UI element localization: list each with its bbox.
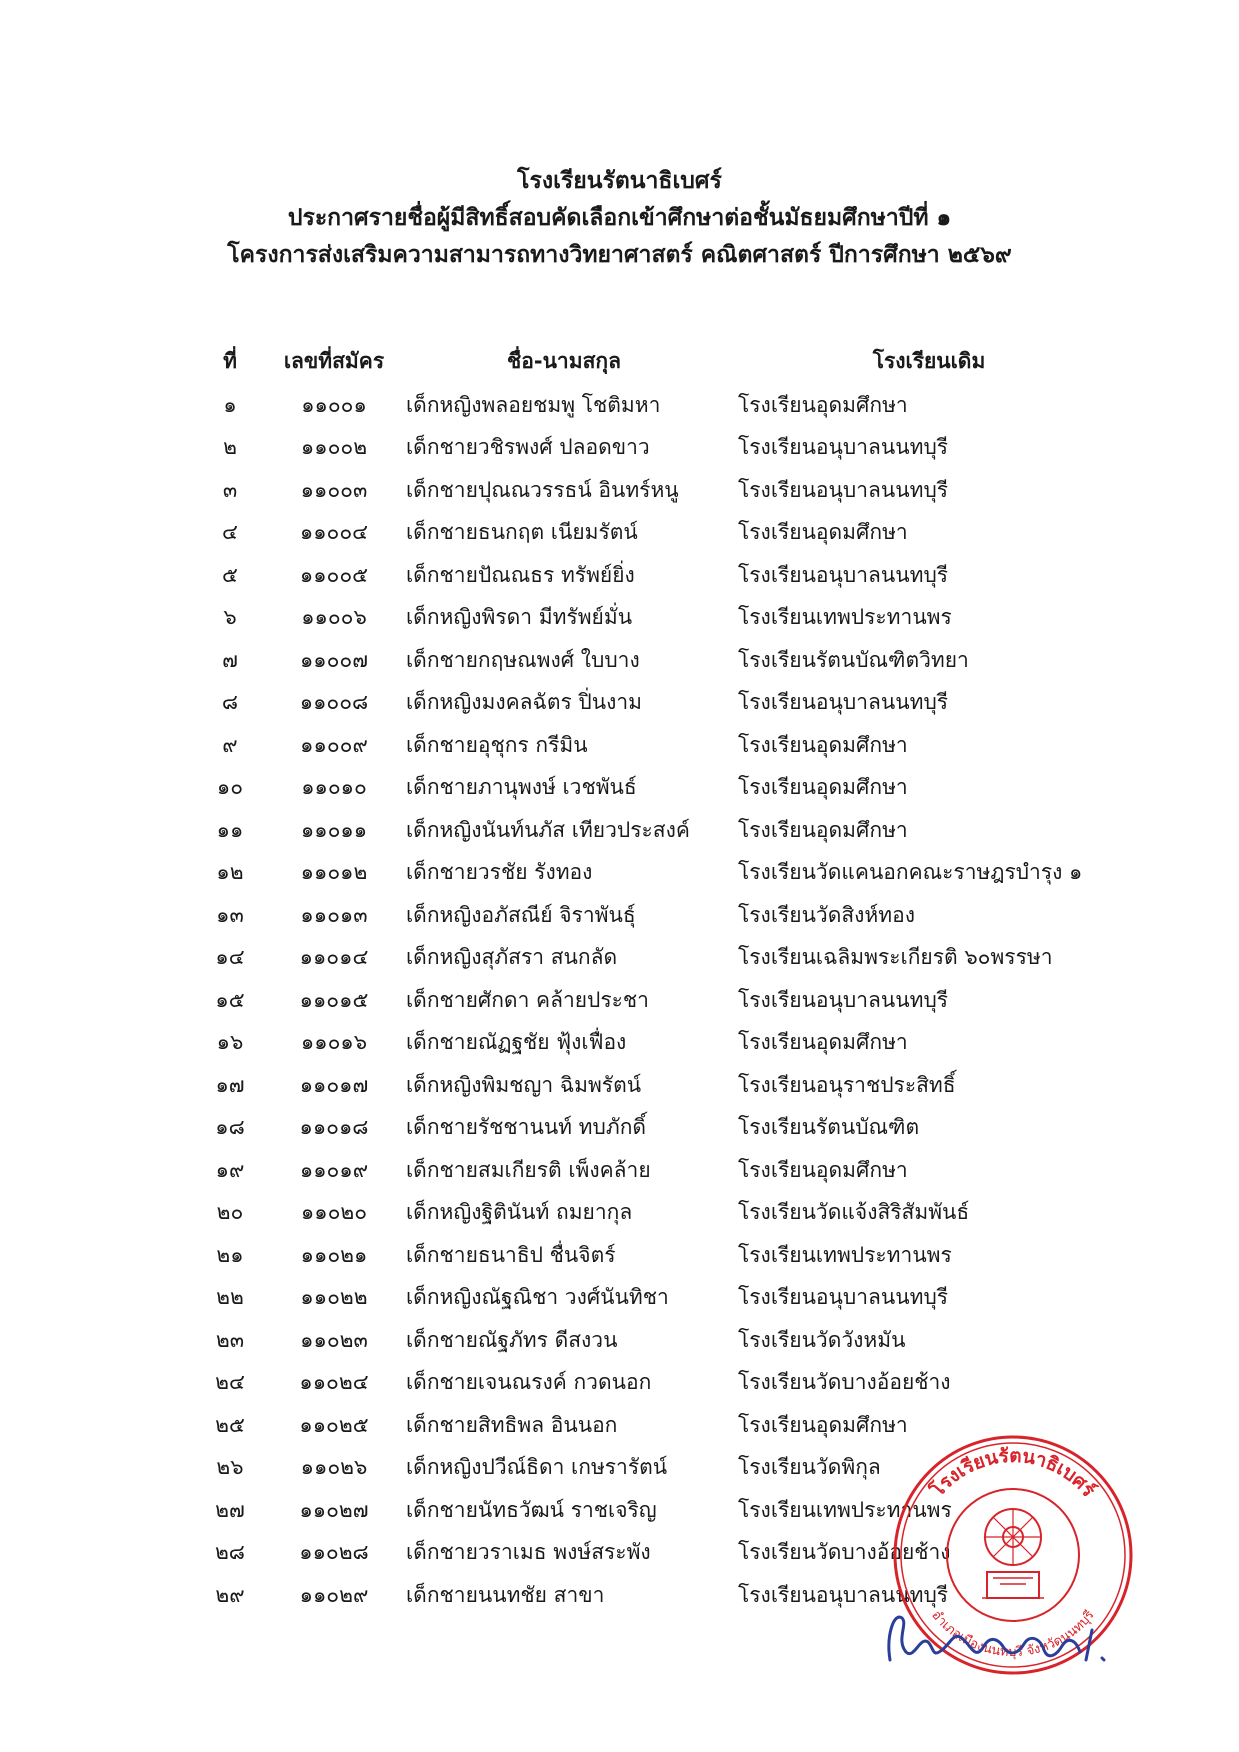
table-row [190,554,1128,597]
cell-name: เด็กชายภานุพงษ์ เวชพันธ์ [406,775,637,800]
cell-application-no: ๑๑๐๐๘ [299,690,369,715]
table-row [190,639,1128,682]
cell-name: เด็กชายวรชัย รังทอง [406,860,593,885]
cell-application-no: ๑๑๐๒๘ [299,1540,369,1565]
cell-application-no: ๑๑๐๑๒ [300,860,368,885]
cell-application-no: ๑๑๐๑๓ [300,902,368,927]
cell-no: ๓ [222,477,238,502]
table-row [190,724,1128,767]
cell-name: เด็กหญิงมงคลฉัตร ปิ่นงาม [406,690,643,715]
cell-school: โรงเรียนวัดวังหมัน [738,1327,906,1352]
candidate-table [190,338,1128,1617]
cell-school: โรงเรียนอนุบาลนนทบุรี [738,435,949,460]
cell-school: โรงเรียนอุดมศึกษา [738,1030,908,1055]
cell-application-no: ๑๑๐๐๑ [301,392,367,417]
cell-no: ๒๖ [216,1455,244,1480]
program-title: โครงการส่งเสริมความสามารถทางวิทยาศาสตร์ คณิตศาสตร์ ปีการศึกษา ๒๕๖๙ [227,242,1012,268]
cell-name: เด็กชายเจนณรงค์ กวดนอก [406,1370,652,1395]
cell-application-no: ๑๑๐๑๘ [299,1115,369,1140]
cell-no: ๒๒ [216,1285,244,1310]
cell-name: เด็กชายปุณณวรรธน์ อินทร์หนู [406,477,679,502]
cell-name: เด็กชายรัชชานนท์ ทบภักดิ์ [406,1115,647,1140]
cell-application-no: ๑๑๐๑๑ [300,817,368,842]
cell-name: เด็กหญิงฐิตินันท์ ถมยากุล [406,1200,633,1225]
cell-name: เด็กชายณัฏฐชัย ฟุ้งเฟื่อง [406,1030,627,1055]
cell-no: ๑๒ [216,860,244,885]
cell-no: ๖ [223,605,237,630]
cell-no: ๒๘ [214,1540,246,1565]
cell-no: ๔ [222,520,238,545]
cell-application-no: ๑๑๐๒๙ [299,1582,369,1607]
cell-school: โรงเรียนอนุบาลนนทบุรี [738,477,949,502]
cell-school: โรงเรียนอนุบาลนนทบุรี [738,1285,949,1310]
cell-no: ๙ [222,732,238,757]
cell-name: เด็กหญิงพิรดา มีทรัพย์มั่น [406,605,633,630]
cell-no: ๑๓ [216,902,244,927]
table-row [190,1064,1128,1107]
cell-application-no: ๑๑๐๑๖ [300,1030,368,1055]
table-row [190,384,1128,427]
table-row [190,1107,1128,1150]
cell-school: โรงเรียนวัดแจ้งสิริสัมพันธ์ [738,1200,970,1225]
cell-school: โรงเรียนอุดมศึกษา [738,1412,908,1437]
cell-school: โรงเรียนรัตนบัณฑิตวิทยา [738,647,969,672]
header-application-no: เลขที่สมัคร [283,348,385,373]
cell-no: ๑๖ [216,1030,244,1055]
cell-name: เด็กชายสมเกียรติ เพ็งคล้าย [406,1157,651,1182]
cell-school: โรงเรียนรัตนบัณฑิต [738,1115,920,1140]
cell-no: ๑๘ [215,1115,245,1140]
signature [880,1590,1120,1670]
cell-name: เด็กชายศักดา คล้ายประชา [406,987,649,1012]
cell-application-no: ๑๑๐๐๒ [300,435,368,460]
cell-school: โรงเรียนเฉลิมพระเกียรติ ๖๐พรรษา [738,945,1053,970]
table-row [190,1022,1128,1065]
cell-application-no: ๑๑๐๑๗ [299,1072,369,1097]
table-row [190,1319,1128,1362]
cell-name: เด็กชายนัทธวัฒน์ ราชเจริญ [406,1497,657,1522]
cell-school: โรงเรียนเทพประทานพร [738,1242,952,1267]
seal-text-bottom: อำเภอเมืองนนทบุรี จังหวัดนนทบุรี [928,1607,1098,1661]
cell-application-no: ๑๑๐๑๙ [299,1157,369,1182]
cell-no: ๗ [222,647,238,672]
table-row [190,469,1128,512]
table-row [190,682,1128,725]
cell-name: เด็กชายธนกฤต เนียมรัตน์ [406,520,638,545]
header-no: ที่ [223,348,237,373]
cell-school: โรงเรียนอนุบาลนนทบุรี [738,1582,949,1607]
table-row [190,809,1128,852]
table-row [190,979,1128,1022]
cell-application-no: ๑๑๐๒๒ [300,1285,368,1310]
cell-school: โรงเรียนอุดมศึกษา [738,520,908,545]
cell-school: โรงเรียนวัดพิกุล [738,1455,881,1480]
cell-no: ๒๕ [215,1412,245,1437]
cell-name: เด็กชายวชิรพงศ์ ปลอดขาว [406,435,650,460]
table-row [190,1192,1128,1235]
cell-school: โรงเรียนเทพประทานพร [738,605,952,630]
cell-name: เด็กชายณัฐภัทร ดีสงวน [406,1327,618,1352]
cell-no: ๒๑ [216,1242,244,1267]
cell-school: โรงเรียนเทพประทานพร [738,1497,952,1522]
cell-no: ๒ [223,435,237,460]
cell-name: เด็กชายวราเมธ พงษ์สระพัง [406,1540,651,1565]
cell-no: ๕ [222,562,238,587]
cell-application-no: ๑๑๐๑๕ [299,987,369,1012]
table-row [190,852,1128,895]
cell-application-no: ๑๑๐๒๗ [299,1497,369,1522]
cell-name: เด็กชายกฤษณพงศ์ ใบบาง [406,647,640,672]
table-row [190,767,1128,810]
cell-name: เด็กชายสิทธิพล อินนอก [406,1412,618,1437]
table-row [190,597,1128,640]
cell-name: เด็กชายธนาธิป ชื่นจิตร์ [406,1242,616,1267]
seal-text-top: โรงเรียนรัตนาธิเบศร์ [926,1444,1100,1502]
table-row [190,894,1128,937]
table-row [190,1277,1128,1320]
table-row [190,1362,1128,1405]
cell-name: เด็กหญิงนันท์นภัส เทียวประสงค์ [406,817,690,842]
cell-application-no: ๑๑๐๒๕ [299,1412,369,1437]
cell-no: ๑๔ [215,945,245,970]
cell-no: ๑ [223,392,237,417]
table-row [190,1234,1128,1277]
cell-school: โรงเรียนอุดมศึกษา [738,1157,908,1182]
cell-name: เด็กหญิงณัฐณิชา วงศ์นันทิชา [406,1285,669,1310]
table-row [190,427,1128,470]
cell-name: เด็กหญิงสุภัสรา สนกลัด [406,945,618,970]
header-name: ชื่อ-นามสกุล [507,348,621,373]
cell-school: โรงเรียนอนุบาลนนทบุรี [738,987,949,1012]
cell-application-no: ๑๑๐๒๑ [300,1242,368,1267]
header-school: โรงเรียนเดิม [872,348,986,373]
cell-no: ๑๐ [216,775,244,800]
cell-name: เด็กชายอุชุกร กรีมิน [406,732,588,757]
cell-no: ๑๕ [215,987,245,1012]
cell-no: ๑๗ [215,1072,245,1097]
cell-application-no: ๑๑๐๐๕ [299,562,369,587]
table-row [190,937,1128,980]
cell-no: ๑๑ [216,817,244,842]
cell-school: โรงเรียนวัดสิงห์ทอง [738,902,915,927]
cell-name: เด็กชายนนทชัย สาขา [406,1582,605,1607]
cell-school: โรงเรียนอุดมศึกษา [738,732,908,757]
cell-application-no: ๑๑๐๐๔ [299,520,369,545]
cell-school: โรงเรียนวัดบางอ้อยช้าง [738,1540,951,1565]
cell-name: เด็กหญิงพิมชญา ฉิมพรัตน์ [406,1072,642,1097]
cell-no: ๑๙ [215,1157,245,1182]
cell-school: โรงเรียนอุดมศึกษา [738,817,908,842]
cell-no: ๒๓ [215,1327,245,1352]
cell-school: โรงเรียนอนุบาลนนทบุรี [738,690,949,715]
cell-application-no: ๑๑๐๐๗ [299,647,369,672]
cell-school: โรงเรียนวัดบางอ้อยช้าง [738,1370,951,1395]
cell-school: โรงเรียนอนุบาลนนทบุรี [738,562,949,587]
cell-no: ๒๙ [215,1582,245,1607]
cell-school: โรงเรียนอุดมศึกษา [738,775,908,800]
cell-application-no: ๑๑๐๒๐ [300,1200,368,1225]
cell-application-no: ๑๑๐๒๔ [299,1370,369,1395]
document-header [0,163,1239,274]
cell-name: เด็กชายปัณณธร ทรัพย์ยิ่ง [406,562,635,587]
cell-application-no: ๑๑๐๐๖ [301,605,367,630]
cell-application-no: ๑๑๐๒๓ [300,1327,368,1352]
cell-application-no: ๑๑๐๑๐ [301,775,367,800]
cell-no: ๒๗ [215,1497,245,1522]
cell-no: ๒๔ [215,1370,245,1395]
cell-school: โรงเรียนวัดแคนอกคณะราษฎรบำรุง ๑ [738,860,1083,885]
cell-name: เด็กหญิงอภัสณีย์ จิราพันธุ์ [406,902,636,927]
school-title: โรงเรียนรัตนาธิเบศร์ [517,168,722,194]
cell-school: โรงเรียนอุดมศึกษา [738,392,908,417]
cell-school: โรงเรียนอนุราชประสิทธิ์ [738,1072,956,1097]
cell-application-no: ๑๑๐๐๓ [300,477,368,502]
cell-application-no: ๑๑๐๒๖ [300,1455,368,1480]
cell-name: เด็กหญิงปวีณ์ธิดา เกษรารัตน์ [406,1455,668,1480]
cell-application-no: ๑๑๐๐๙ [300,732,368,757]
cell-name: เด็กหญิงพลอยชมพู โชติมหา [406,392,661,417]
cell-no: ๘ [221,690,239,715]
cell-application-no: ๑๑๐๑๔ [299,945,369,970]
cell-no: ๒๐ [216,1200,244,1225]
table-header-row [190,338,1128,384]
announcement-title: ประกาศรายชื่อผู้มีสิทธิ์สอบคัดเลือกเข้าศึกษาต่อชั้นมัธยมศึกษาปีที่ ๑ [287,205,952,231]
table-row [190,512,1128,555]
table-row [190,1149,1128,1192]
